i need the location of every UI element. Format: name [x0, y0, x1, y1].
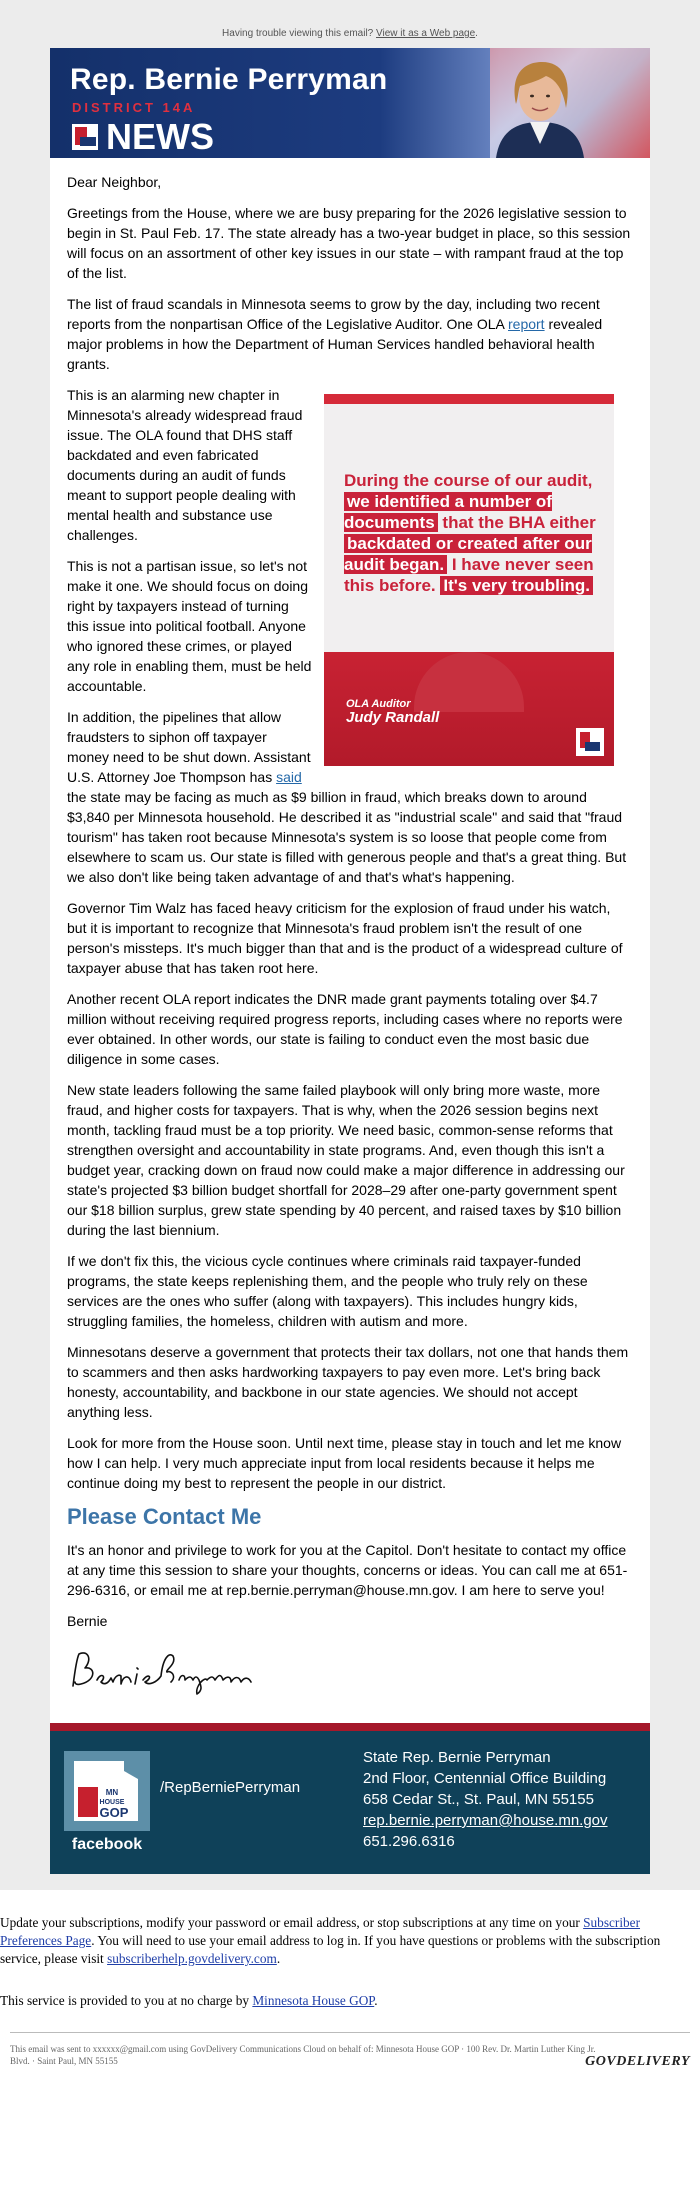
facebook-handle[interactable]: /RepBerniePerryman	[160, 1779, 301, 1796]
mn-house-gop-logo-icon	[72, 124, 98, 150]
walz-paragraph: Governor Tim Walz has faced heavy criticism for the explosion of fraud under his watch, but it is important to recognize that Minnesota's fraud problem isn't the result of one person's missteps. It's much bigger than that and is the product of a widespread culture of taxpayer abuse that has taken root here.	[67, 900, 623, 976]
auditor-title: OLA Auditor	[346, 698, 411, 710]
contact-paragraph: It's an honor and privilege to work for you at the Capitol. Don't hesitate to contact my office at any time this session to share your thoughts, concerns or ideas. You can call me at 651-296-6316, or email me at rep.bernie.perryman@house.mn.gov. I am here to serve you!	[67, 1542, 628, 1598]
district-label: DISTRICT 14A	[72, 100, 196, 115]
handwritten-signature	[67, 1646, 257, 1698]
said-link[interactable]: said	[276, 769, 302, 785]
subscriber-help-link[interactable]: subscriberhelp.govdelivery.com	[107, 1951, 277, 1966]
pipelines-paragraph: In addition, the pipelines that allow fraudsters to siphon off taxpayer money need to be shut down. Assistant U.S. Attorney Joe Thompson has said the state may be facing as much as $9 billion in fraud, which breaks down to around $3,840 per Minnesota household. He described it as "industrial scale" and said that "fraud tourism" has taken root because Minnesota's system is so loose that people come from elsewhere to scam us. Our state is filled with generous people and that's a great thing. But we also don't like being taken advantage of and that's what's happening.	[67, 709, 627, 885]
deserve-paragraph: Minnesotans deserve a government that protects their tax dollars, not one that hands them to scammers and then asks hardworking taxpayers to pay even more. Let's bring back honesty, accountability, and backbone in our state agencies. We should not accept anything less.	[67, 1344, 629, 1420]
ola-report-link[interactable]: report	[508, 316, 545, 332]
email-body	[50, 158, 650, 1723]
closing-paragraph: Look for more from the House soon. Until next time, please stay in touch and let me know how I can help. I very much appreciate input from local residents because it helps me continue doing my best to represent the people in our district.	[67, 1435, 622, 1491]
contact-heading: Please Contact Me	[67, 1504, 262, 1529]
office-street: 658 Cedar St., St. Paul, MN 55155	[363, 1791, 594, 1808]
office-phone: 651.296.6316	[363, 1833, 455, 1850]
email-card	[50, 48, 650, 1874]
contact-footer	[50, 1723, 650, 1874]
gop-logo-icon	[576, 728, 604, 756]
representative-name: Rep. Bernie Perryman	[70, 63, 388, 96]
greeting: Dear Neighbor,	[67, 174, 162, 190]
logo-gop-text: GOP	[99, 1805, 129, 1820]
service-provider-paragraph: This service is provided to you at no charge by Minnesota House GOP.	[0, 1993, 378, 2008]
mn-house-gop-facebook-icon[interactable]	[64, 1751, 150, 1853]
minnesota-house-gop-link[interactable]: Minnesota House GOP	[252, 1993, 375, 2008]
sent-to-notice: This email was sent to xxxxxx@gmail.com using GovDelivery Communications Cloud on behalf of: Minnesota House GOP · 100 Rev. Dr. Martin Luther King Jr. Blvd. · Saint Paul, MN 55155	[10, 2044, 596, 2066]
header-banner	[50, 48, 650, 158]
office-name: State Rep. Bernie Perryman	[363, 1749, 551, 1766]
reforms-paragraph: New state leaders following the same failed playbook will only bring more waste, more fraud, and higher costs for taxpayers. That is why, when the 2026 session begins next month, tackling fraud must be a top priority. We need basic, common-sense reforms that strengthen oversight and accountability in state programs. And, even though this isn't a budget year, cracking down on fraud now could make a major difference in addressing our state's projected $3 billion budget shortfall for 2028–29 after one-party government spent our $18 billion surplus, grew state spending by 40 percent, and raised taxes by $10 billion during the last biennium.	[67, 1082, 625, 1238]
subscription-footer	[0, 1890, 700, 2079]
auditor-name: Judy Randall	[346, 709, 440, 726]
auditor-quote-image	[324, 394, 614, 766]
intro-paragraph: Greetings from the House, where we are busy preparing for the 2026 legislative session to begin in St. Paul Feb. 17. The state already has a two-year budget in place, so this session will focus on an assortment of other key issues in our state – with rampant fraud at the top of the list.	[67, 205, 631, 281]
logo-mn-text: MN	[105, 1788, 119, 1797]
office-email-link[interactable]: rep.bernie.perryman@house.mn.gov	[363, 1812, 608, 1829]
office-building: 2nd Floor, Centennial Office Building	[363, 1770, 607, 1787]
facebook-wordmark: facebook	[71, 1836, 143, 1853]
govdelivery-logo: GOVDELIVERY	[585, 2054, 690, 2069]
representative-portrait	[488, 52, 592, 158]
auditor-quote: During the course of our audit, we identified a number of documents that the BHA either backdated or created after our audit began. I have never seen this before. It's very troubling.	[344, 471, 596, 595]
news-label: NEWS	[106, 116, 214, 157]
partisan-paragraph: This is not a partisan issue, so let's not make it one. We should focus on doing right by taxpayers instead of turning this issue into political football. Anyone who ignored these crimes, or played any role in enabling them, must be held accountable.	[67, 558, 312, 694]
vicious-cycle-paragraph: If we don't fix this, the vicious cycle continues where criminals raid taxpayer-funded programs, the state keeps replenishing them, and the people who truly rely on these services are the ones who suffer (along with taxpayers). This includes hungry kids, struggling families, the homeless, children with autism and more.	[67, 1253, 588, 1329]
fine-print	[10, 2032, 690, 2079]
preheader-text: Having trouble viewing this email?	[222, 28, 374, 39]
fraud-list-paragraph: The list of fraud scandals in Minnesota seems to grow by the day, including two recent reports from the nonpartisan Office of the Legislative Auditor. One OLA report revealed major problems in how the Department of Human Services handled behavioral health grants.	[67, 296, 603, 372]
preheader: Having trouble viewing this email? View it as a Web page.	[222, 28, 478, 39]
web-version-link[interactable]: View it as a Web page	[376, 28, 476, 39]
logo-house-text: HOUSE	[99, 1799, 125, 1806]
dnr-paragraph: Another recent OLA report indicates the DNR made grant payments totaling over $4.7 million without receiving required progress reports, including cases where no reports were ever obtained. In other words, our state is failing to conduct even the most basic due diligence in some cases.	[67, 991, 623, 1067]
subscriber-preferences-link[interactable]: Subscriber Preferences Page	[0, 1915, 641, 1948]
news-title	[72, 116, 214, 157]
alarming-chapter-paragraph: This is an alarming new chapter in Minnesota's already widespread fraud issue. The OLA found that DHS staff backdated and even fabricated documents during an audit of funds meant to support people dealing with mental health and substance use challenges.	[67, 387, 303, 543]
signoff: Bernie	[67, 1613, 108, 1629]
subscription-paragraph: Update your subscriptions, modify your password or email address, or stop subscriptions at any time on your Subscriber Preferences Page. You will need to use your email address to log in. If you have questions or problems with the subscription service, please visit subscriberhelp.govdelivery.com.	[0, 1915, 661, 1966]
office-address	[363, 1747, 608, 1852]
